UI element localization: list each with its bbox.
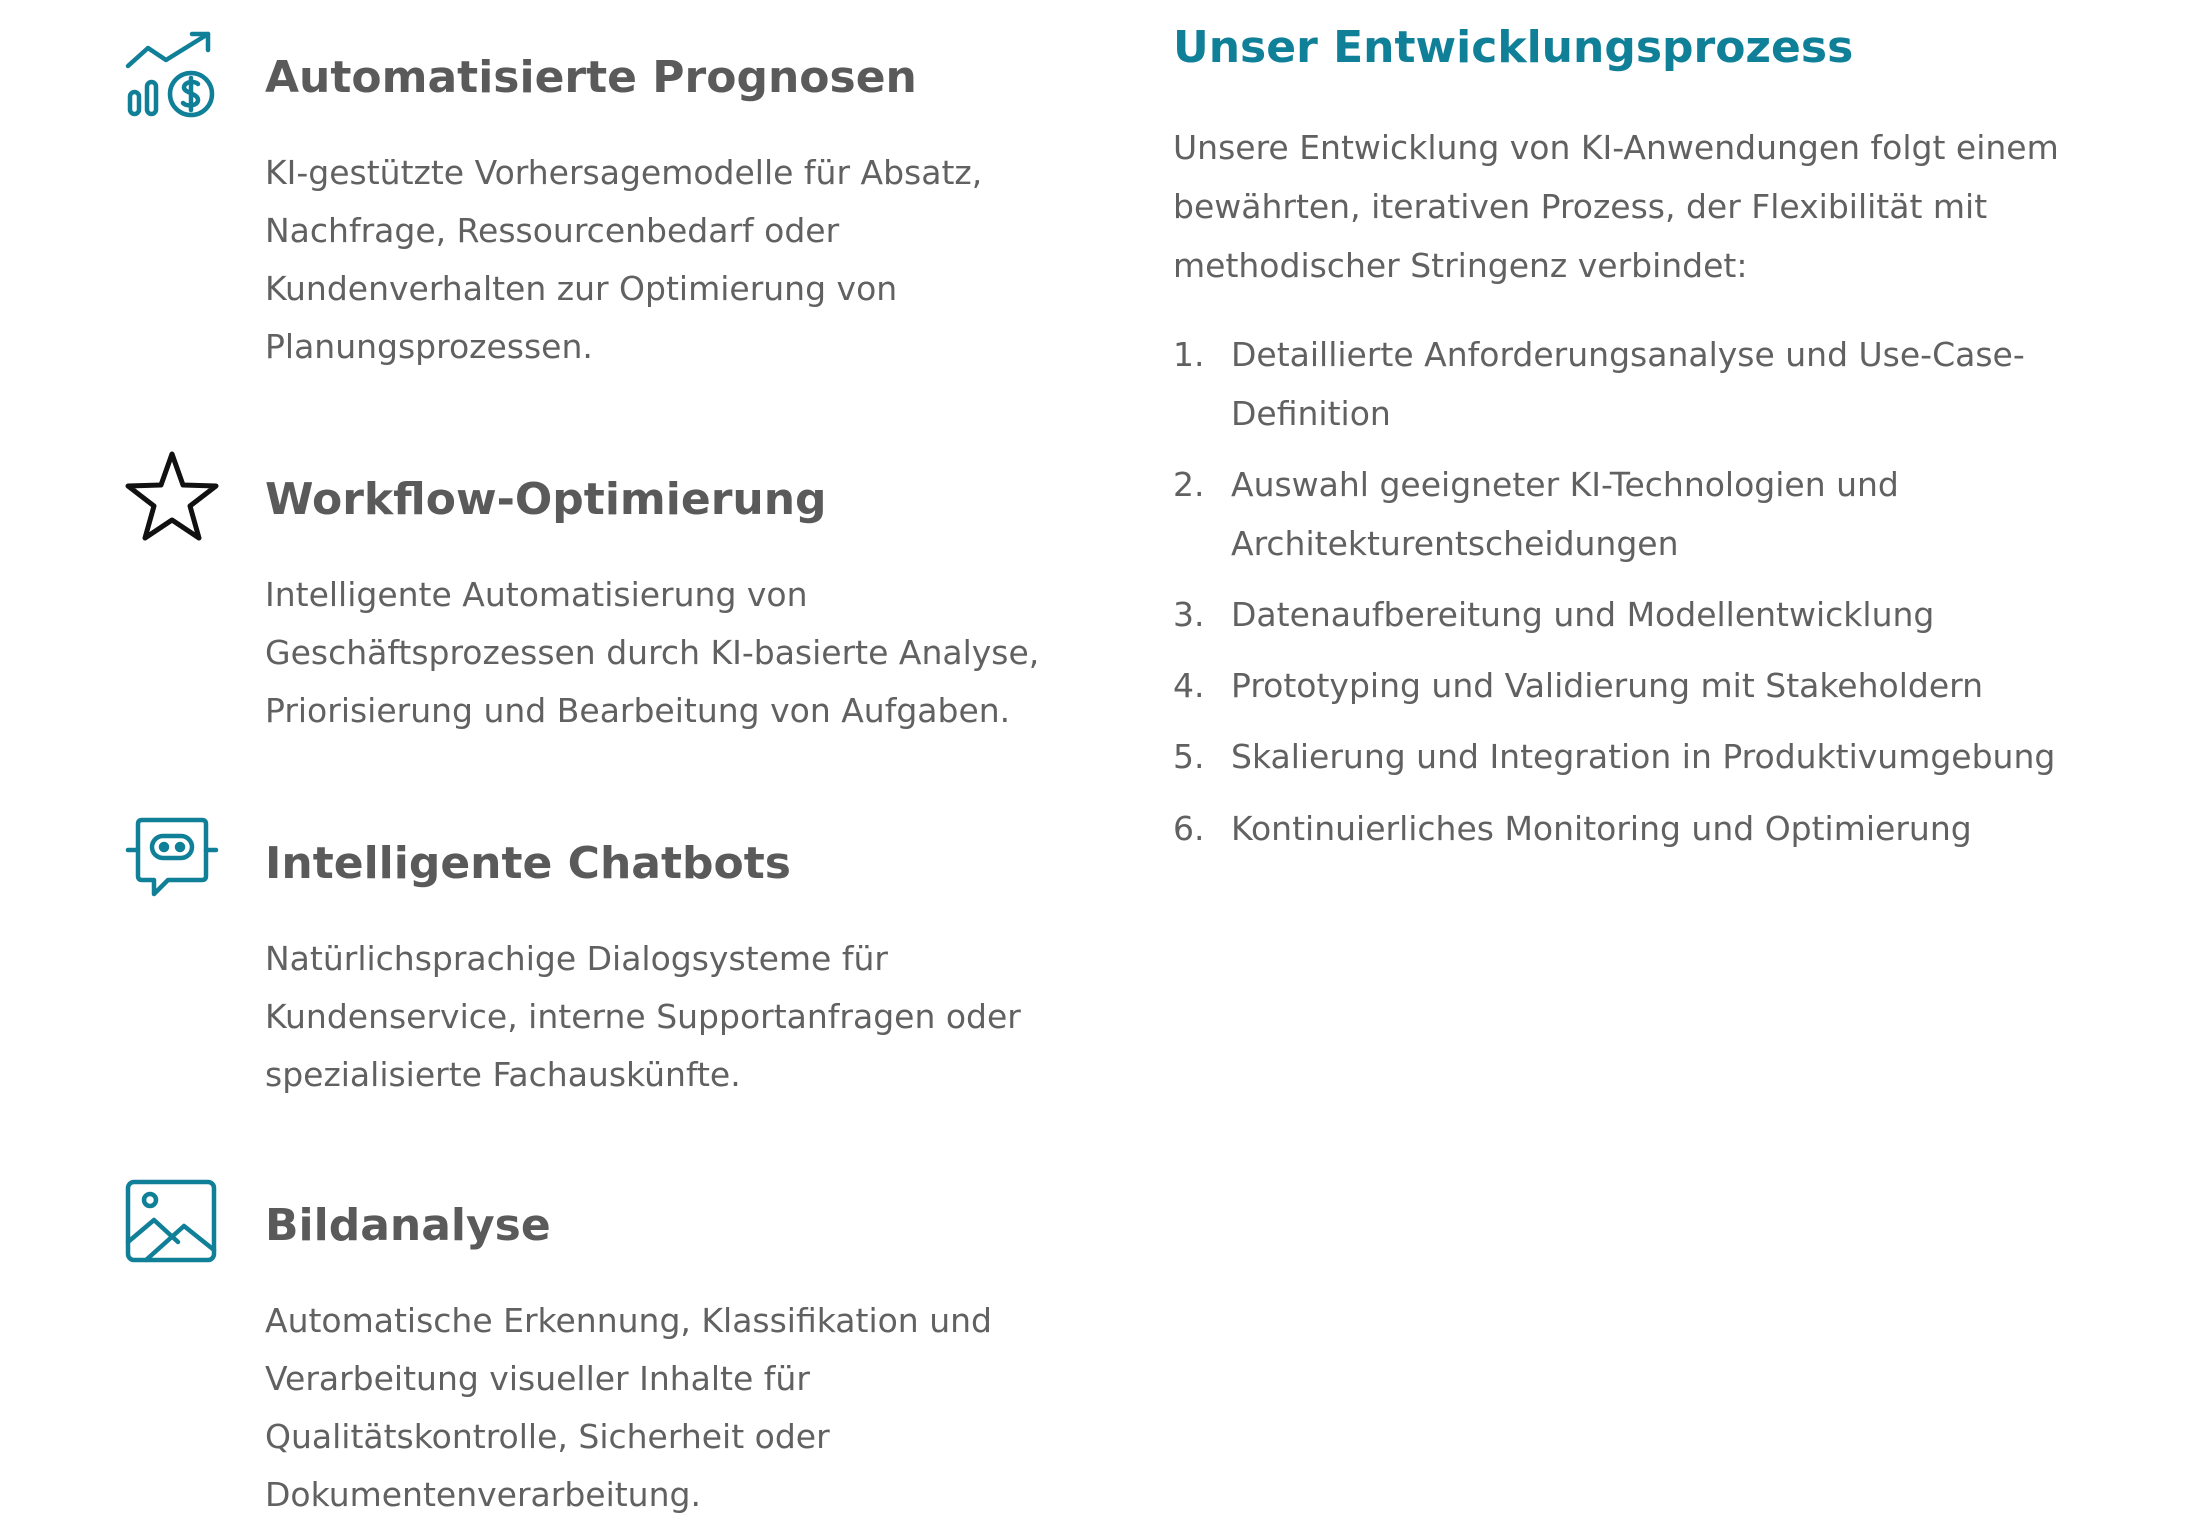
feature-description: Automatische Erkennung, Klassifikation und Verarbeitung visueller Inhalte für Qualitätskontrolle, Sicherheit oder Dokumentenverarbeitung. bbox=[265, 1301, 992, 1514]
feature-description: Natürlichsprachige Dialogsysteme für Kundenservice, interne Supportanfragen oder spezialisierte Fachauskünfte. bbox=[265, 939, 1021, 1094]
process-step-number: 2. bbox=[1173, 465, 1205, 504]
process-step-number: 4. bbox=[1173, 666, 1205, 705]
process-title: Unser Entwicklungsprozess bbox=[1173, 22, 1854, 73]
process-intro: Unsere Entwicklung von KI-Anwendungen folgt einem bewährten, iterativen Prozess, der Flexibilität mit methodischer Stringenz verbindet: bbox=[1173, 128, 2059, 285]
process-step-number: 3. bbox=[1173, 595, 1205, 634]
feature-title: Workflow-Optimierung bbox=[265, 474, 827, 525]
process-step-text: Skalierung und Integration in Produktivumgebung bbox=[1231, 737, 2056, 776]
chart-dollar-icon bbox=[124, 28, 220, 124]
feature-title: Automatisierte Prognosen bbox=[265, 52, 917, 103]
feature-description: KI-gestützte Vorhersagemodelle für Absatz, Nachfrage, Ressourcenbedarf oder Kundenverhalten zur Optimierung von Planungsprozessen. bbox=[265, 153, 983, 366]
feature-title: Bildanalyse bbox=[265, 1200, 551, 1251]
process-step-text: Prototyping und Validierung mit Stakeholdern bbox=[1231, 666, 1984, 705]
image-icon bbox=[124, 1176, 220, 1272]
process-step-text: Detaillierte Anforderungsanalyse und Use-Case-Definition bbox=[1231, 335, 2025, 433]
process-step-number: 1. bbox=[1173, 335, 1205, 374]
process-step-number: 6. bbox=[1173, 809, 1205, 848]
process-step-text: Kontinuierliches Monitoring und Optimierung bbox=[1231, 809, 1972, 848]
star-icon bbox=[124, 450, 220, 546]
process-step-text: Datenaufbereitung und Modellentwicklung bbox=[1231, 595, 1935, 634]
chatbot-icon bbox=[124, 814, 220, 910]
feature-description: Intelligente Automatisierung von Geschäftsprozessen durch KI-basierte Analyse, Priorisierung und Bearbeitung von Aufgaben. bbox=[265, 575, 1040, 730]
process-step-number: 5. bbox=[1173, 737, 1205, 776]
process-step-text: Auswahl geeigneter KI-Technologien und Architekturentscheidungen bbox=[1231, 465, 1899, 563]
feature-title: Intelligente Chatbots bbox=[265, 838, 791, 889]
